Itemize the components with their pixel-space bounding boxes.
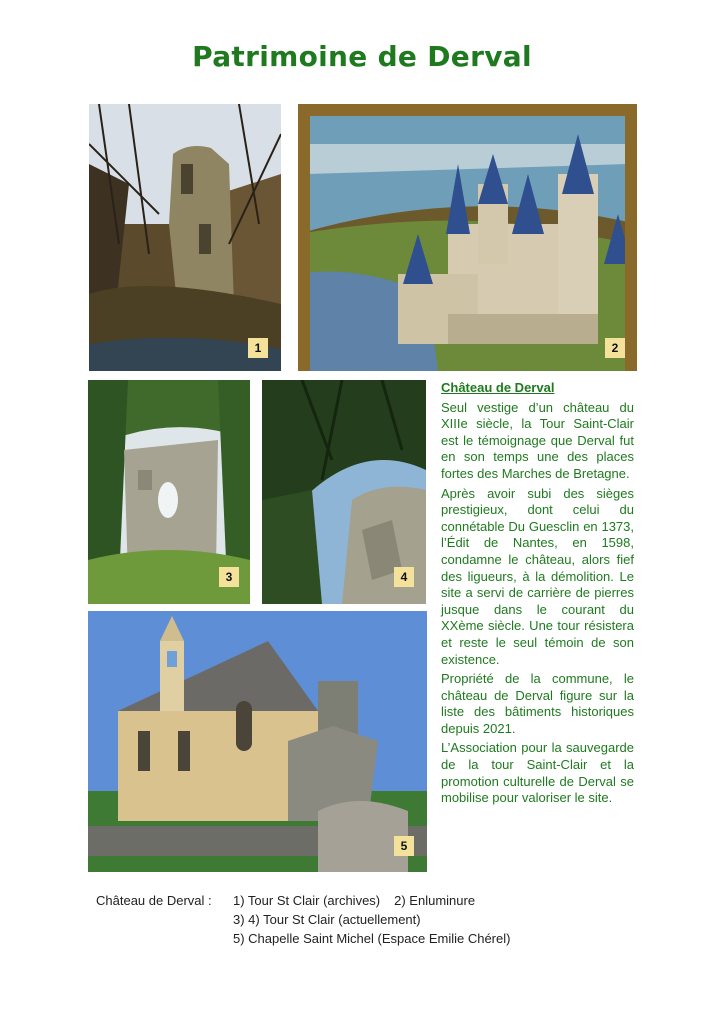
photo-number-badge: 5 [394,836,414,856]
article-paragraph: Après avoir subi des sièges prestigieux, dont celui du connétable Du Guesclin en 1373, l’Édit de Nantes, en 1598, condamne le château, alors fief des ligueurs, à la démolition. Le site a servi de carrière de pierres jusque dans le courant du XXème siècle. Une tour résistera et reste le seul témoin de son existence. [441,485,634,667]
caption-item: 2) Enluminure [394,893,476,908]
page-title: Patrimoine de Derval [192,40,532,73]
photo-tour-archives [89,104,281,371]
caption-line: 5) Chapelle Saint Michel (Espace Emilie Chérel) [233,931,511,946]
caption-line: 3) 4) Tour St Clair (actuellement) [233,912,421,927]
photo-number-badge: 2 [605,338,625,358]
photo-number-badge: 3 [219,567,239,587]
photo-enluminure [298,104,637,371]
article-text [441,380,634,810]
caption-line [233,891,510,910]
photo-chapelle [88,611,427,872]
caption-item: 1) Tour St Clair (archives) [233,893,381,908]
caption-lines [233,891,510,948]
article-paragraph: L’Association pour la sauvegarde de la tour Saint-Clair et la promotion culturelle de Derval se mobilise pour valoriser le site. [441,740,634,806]
article-paragraph: Propriété de la commune, le château de Derval figure sur la liste des bâtiments historiques depuis 2021. [441,671,634,736]
photo-number-badge: 1 [248,338,268,358]
article-heading: Château de Derval [441,380,555,395]
caption-lead: Château de Derval : [96,893,212,908]
article-paragraph: Seul vestige d’un château du XIIIe siècle, la Tour Saint-Clair est le témoignage que Derval fut en son temps une des places fortes des Marches de Bretagne. [441,399,634,481]
photo-number-badge: 4 [394,567,414,587]
